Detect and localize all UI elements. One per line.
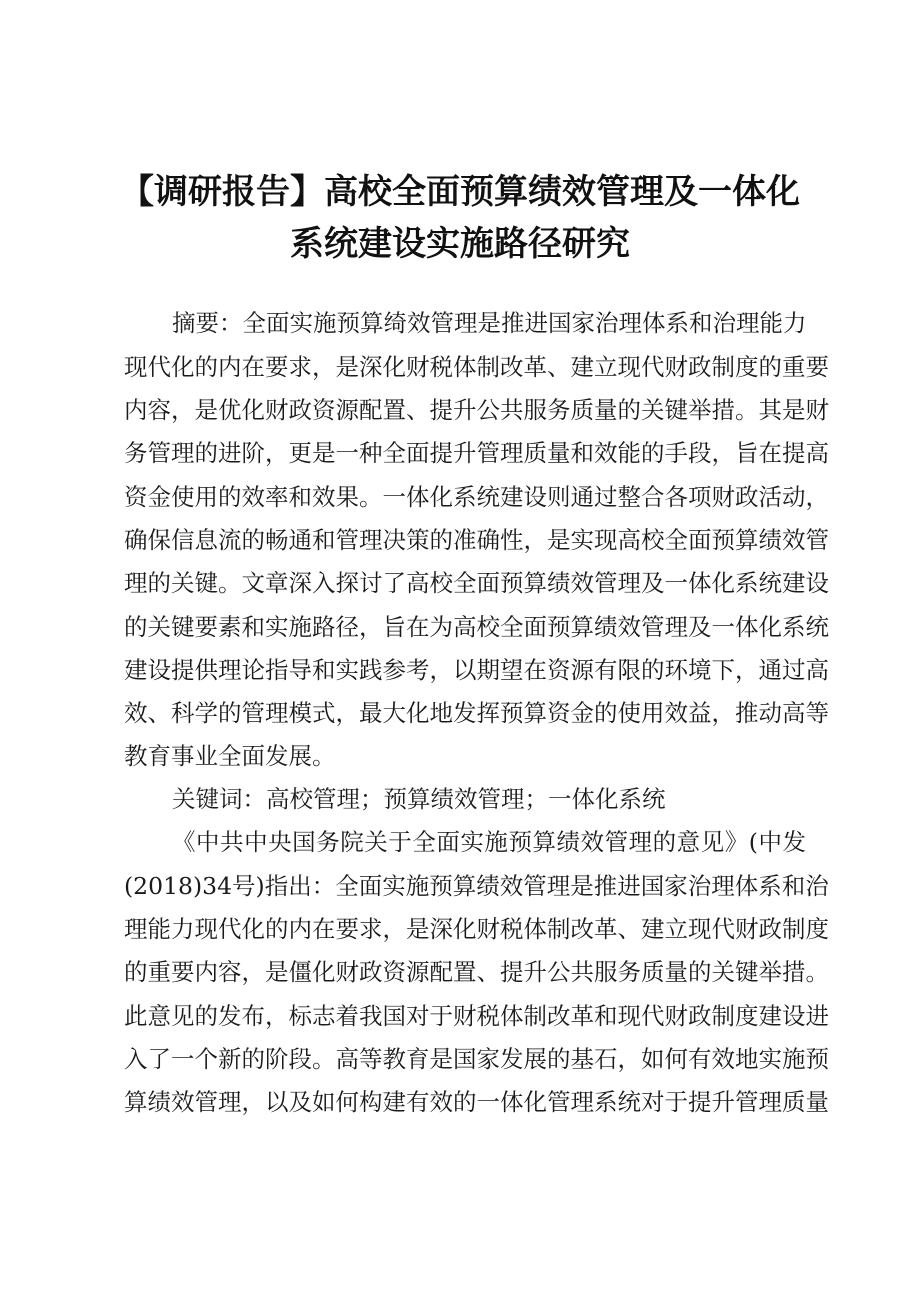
intro-line: 算绩效管理，以及如何构建有效的一体化管理系统对于提升管理质量 [124, 1088, 829, 1116]
abstract-line: 建设提供理论指导和实践参考，以期望在资源有限的环境下，通过高 [124, 656, 829, 684]
intro-line: (2018)34号)指出：全面实施预算绩效管理是推进国家治理体系和治 [124, 872, 829, 900]
abstract-line: 内容，是优化财政资源配置、提升公共服务质量的关键举措。其是财 [124, 396, 829, 424]
abstract-line: 的关键要素和实施路径，旨在为高校全面预算绩效管理及一体化系统 [124, 613, 829, 641]
document-title-line-2: 系统建设实施路径研究 [290, 224, 630, 264]
abstract-line: 效、科学的管理模式，最大化地发挥预算资金的使用效益，推动高等 [124, 699, 829, 727]
abstract-line: 现代化的内在要求，是深化财税体制改革、建立现代财政制度的重要 [124, 353, 829, 381]
abstract-line: 摘要：全面实施预算绮效管理是推进国家治理体系和治理能力 [172, 309, 807, 337]
intro-line: 理能力现代化的内在要求，是深化财税体制改革、建立现代财政制度 [124, 915, 829, 943]
abstract-line: 确保信息流的畅通和管理决策的准确性，是实现高校全面预算绩效管 [124, 526, 829, 554]
intro-line: 的重要内容，是僵化财政资源配置、提升公共服务质量的关键举措。 [124, 958, 829, 986]
abstract-line: 教育事业全面发展。 [124, 742, 336, 770]
keywords-line: 关键词：高校管理；预算绩效管理；一体化系统 [172, 785, 666, 813]
abstract-line: 务管理的进阶，更是一种全面提升管理质量和效能的手段，旨在提高 [124, 439, 829, 467]
document-title-line-1: 【调研报告】高校全面预算绩效管理及一体化 [120, 172, 800, 212]
intro-line: 入了一个新的阶段。高等教育是国家发展的基石，如何有效地实施预 [124, 1045, 829, 1073]
abstract-line: 资金使用的效率和效果。一体化系统建设则通过整合各项财政活动， [124, 483, 829, 511]
intro-line: 此意见的发布，标志着我国对于财税体制改革和现代财政制度建设进 [124, 1002, 829, 1030]
abstract-line: 理的关键。文章深入探讨了高校全面预算绩效管理及一体化系统建设 [124, 569, 829, 597]
intro-line: 《中共中央国务院关于全面实施预算绩效管理的意见》(中发 [172, 828, 806, 856]
